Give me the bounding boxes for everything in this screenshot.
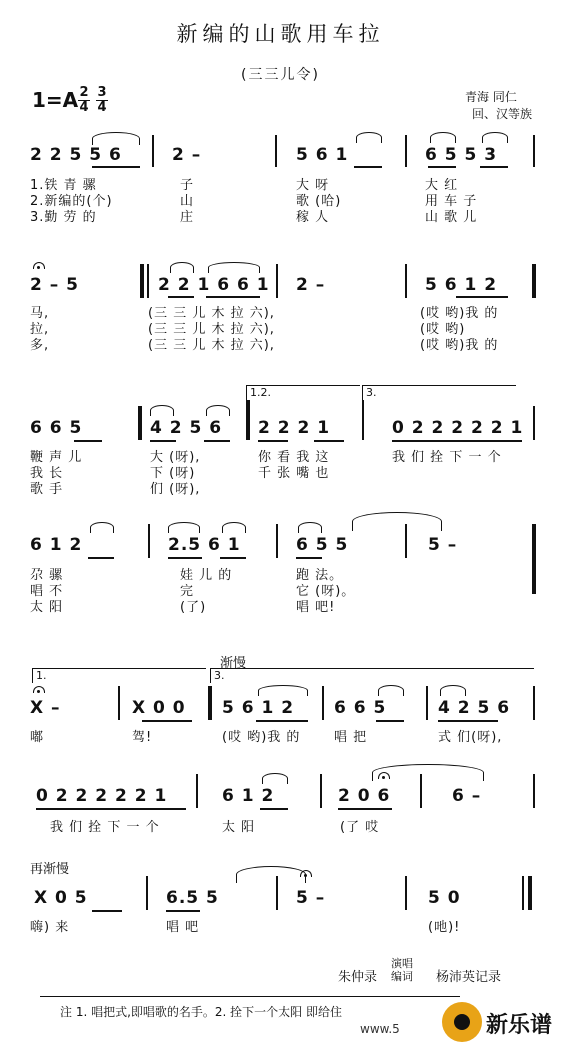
lyric: 嗨) 来 (30, 920, 70, 935)
volta-bracket: 1.2. (246, 385, 360, 400)
barline (362, 400, 364, 440)
lyric: 子 (180, 178, 195, 193)
region-origin-line1: 青海 同仁 (465, 90, 517, 104)
lyric: 唱 吧 (166, 920, 200, 935)
underline-beam (142, 720, 192, 722)
watermark-url: www.5 (360, 1022, 400, 1036)
measure-1-4: 6 5 5 3 (425, 145, 498, 165)
lyric: 庄 (180, 210, 195, 225)
lyric: 用 车 子 (425, 194, 478, 209)
barline (118, 686, 120, 720)
volta-bracket: 3. (362, 385, 516, 400)
slur (430, 132, 456, 143)
barline (320, 774, 322, 808)
lyric: 大 呀 (296, 178, 330, 193)
lyric: 山 歌 儿 (425, 210, 478, 225)
lyric: 你 看 我 这 (258, 450, 330, 465)
measure-1-2: 2 – (172, 145, 202, 165)
lyric: 稼 人 (296, 210, 330, 225)
underline-beam (438, 720, 498, 722)
barline (275, 135, 277, 167)
measure-4-3: 6 5 5 (296, 535, 349, 555)
lyric: 唱 吧! (296, 600, 336, 615)
slur (482, 132, 508, 143)
measure-2-2: 2 2 1 6 6 1 (158, 275, 270, 295)
repeat-barline (208, 686, 212, 720)
region-origin-line2: 回、汉等族 (472, 107, 533, 121)
lyric: 大 (呀), (150, 450, 201, 465)
underline-beam (296, 557, 322, 559)
barline (533, 135, 535, 167)
measure-5-4: 6 6 5 (334, 698, 387, 718)
lyric: (哎 哟) (420, 322, 466, 337)
measure-7-2: 6.5 5 (166, 888, 219, 908)
slur (222, 522, 246, 533)
lyric: 山 (180, 194, 195, 209)
key-signature: 1=A (32, 88, 79, 112)
song-title: 新编的山歌用车拉 (176, 22, 385, 46)
time-signature-3-4: 3 4 (97, 85, 107, 115)
measure-3-1: 6 6 5 (30, 418, 83, 438)
lyric: 歌 手 (30, 482, 64, 497)
barline (322, 686, 324, 720)
lyric: 太 阳 (30, 600, 64, 615)
underline-beam (168, 296, 194, 298)
slur (168, 522, 200, 533)
lyric: 1.铁 青 骡 (30, 178, 97, 193)
final-barline (528, 876, 532, 910)
lyric: 3.勤 劳 的 (30, 210, 97, 225)
measure-2-4: 5 6 1 2 (425, 275, 498, 295)
slur (298, 522, 322, 533)
measure-5-3: 5 6 1 2 (222, 698, 295, 718)
measure-2-3: 2 – (296, 275, 326, 295)
footnote: 注 1. 唱把式,即唱歌的名手。2. 拴下一个太阳 即给住 (60, 1005, 342, 1019)
lyric: 尕 骡 (30, 568, 64, 583)
barline (533, 774, 535, 808)
slur (440, 685, 466, 696)
underline-beam (392, 440, 522, 442)
lyric: (哎 哟)我 的 (420, 306, 499, 321)
double-barline (140, 264, 144, 298)
volta-bracket: 1. (32, 668, 206, 683)
underline-beam (376, 720, 404, 722)
underline-beam (338, 808, 392, 810)
lyric: 大 红 (425, 178, 459, 193)
barline (405, 135, 407, 167)
barline (276, 524, 278, 558)
barline (522, 876, 524, 910)
lyric: (了) (180, 600, 207, 615)
watermark-logo (440, 1000, 561, 1046)
underline-beam (258, 440, 288, 442)
underline-beam (204, 440, 230, 442)
song-subtitle: (三三儿令) (241, 67, 320, 83)
measure-3-2: 4 2 5 6 (150, 418, 223, 438)
lyric: 嘟 (30, 730, 45, 745)
lyric: 鞭 声 儿 (30, 450, 83, 465)
measure-7-3: 5 – (296, 888, 326, 908)
lyric: 式 们(呀), (438, 730, 503, 745)
underline-beam (480, 166, 508, 168)
slur (258, 685, 308, 696)
time-signature-2-4: 2 4 (79, 85, 89, 115)
lyric: 马, (30, 306, 50, 321)
measure-6-1: 0 2 2 2 2 2 1 (36, 786, 168, 806)
lyric: (哎 哟)我 的 (420, 338, 499, 353)
measure-3-4: 0 2 2 2 2 2 1 (392, 418, 524, 438)
slur (170, 262, 194, 273)
measure-1-3: 5 6 1 (296, 145, 349, 165)
lyric: 完 (180, 584, 195, 599)
lyric: 唱 把 (334, 730, 368, 745)
underline-beam (150, 440, 176, 442)
lyric: 我 们 拴 下 一 个 (392, 450, 502, 465)
role-sing: 演唱 (391, 957, 413, 970)
lyric: (了 哎 (340, 820, 380, 835)
underline-beam (456, 296, 508, 298)
measure-5-1: X – (30, 698, 61, 718)
measure-6-4: 6 – (452, 786, 482, 806)
measure-7-4: 5 0 (428, 888, 461, 908)
lyric: 跑 法。 (296, 568, 344, 583)
slur (90, 522, 114, 533)
lyric: 们 (呀), (150, 482, 201, 497)
barline (148, 524, 150, 558)
underline-beam (92, 910, 122, 912)
lyric: (吔)! (428, 920, 461, 935)
underline-beam (260, 808, 288, 810)
lyric: 它 (呀)。 (296, 584, 356, 599)
lyric: 唱 不 (30, 584, 64, 599)
lyric: 驾! (132, 730, 153, 745)
barline (426, 686, 428, 720)
fermata-icon (33, 262, 45, 269)
barline (533, 686, 535, 720)
lyric: 2.新编的(个) (30, 194, 113, 209)
repeat-barline (532, 524, 536, 594)
measure-1-1: 2 2 5 5 6 (30, 145, 122, 165)
underline-beam (168, 557, 202, 559)
underline-beam (74, 440, 102, 442)
watermark-text: 新乐谱 (486, 1013, 553, 1038)
barline (147, 264, 149, 298)
lyric: 我 们 拴 下 一 个 (50, 820, 160, 835)
barline (276, 264, 278, 298)
slur (208, 262, 260, 273)
measure-4-4: 5 – (428, 535, 458, 555)
underline-beam (220, 557, 246, 559)
lyric: 我 长 (30, 466, 64, 481)
barline (533, 406, 535, 440)
underline-beam (166, 910, 200, 912)
measure-3-3: 2 2 2 1 (258, 418, 331, 438)
repeat-barline (532, 264, 536, 298)
lyric: 太 阳 (222, 820, 256, 835)
lyric: (哎 哟)我 的 (222, 730, 301, 745)
underline-beam (428, 166, 456, 168)
measure-5-5: 4 2 5 6 (438, 698, 511, 718)
recorder-credit: 杨沛英记录 (436, 970, 502, 985)
tie (352, 512, 442, 531)
lyric: 千 张 嘴 也 (258, 466, 330, 481)
measure-5-2: X 0 0 (132, 698, 186, 718)
measure-2-1: 2 – 5 (30, 275, 79, 295)
repeat-barline (246, 400, 250, 440)
tie (236, 866, 306, 883)
slur (378, 685, 404, 696)
underline-beam (92, 166, 140, 168)
barline (152, 135, 154, 167)
footnote-rule (40, 996, 460, 997)
barline (405, 876, 407, 910)
fermata-icon (33, 686, 45, 693)
lyric: (三 三 儿 木 拉 六), (148, 338, 275, 353)
underline-beam (314, 440, 344, 442)
repeat-barline (138, 406, 142, 440)
lyric: 下 (呀) (150, 466, 196, 481)
slur (206, 405, 230, 416)
lyric: (三 三 儿 木 拉 六), (148, 322, 275, 337)
slur (262, 773, 288, 784)
measure-4-2: 2.5 6 1 (168, 535, 241, 555)
vinyl-disc-icon (442, 1002, 482, 1042)
role-lyrics: 编词 (391, 970, 413, 983)
lyric: 多, (30, 338, 50, 353)
measure-4-1: 6 1 2 (30, 535, 83, 555)
underline-beam (256, 720, 308, 722)
tie (372, 764, 484, 781)
measure-6-3: 2 0 6 (338, 786, 391, 806)
lyric: 歌 (哈) (296, 194, 342, 209)
measure-6-2: 6 1 2 (222, 786, 275, 806)
barline (405, 264, 407, 298)
performer-name: 朱仲录 (338, 970, 378, 985)
measure-7-1: X 0 5 (34, 888, 88, 908)
lyric: (三 三 儿 木 拉 六), (148, 306, 275, 321)
tempo-marking: 再渐慢 (30, 862, 70, 877)
slur (92, 132, 140, 145)
volta-bracket: 3. (210, 668, 534, 683)
underline-beam (354, 166, 382, 168)
slur (356, 132, 382, 143)
lyric: 拉, (30, 322, 50, 337)
underline-beam (206, 296, 260, 298)
lyric: 娃 儿 的 (180, 568, 233, 583)
underline-beam (36, 808, 186, 810)
barline (196, 774, 198, 808)
slur (150, 405, 174, 416)
barline (146, 876, 148, 910)
underline-beam (88, 557, 114, 559)
tempo-marking: 渐慢 (220, 656, 247, 671)
